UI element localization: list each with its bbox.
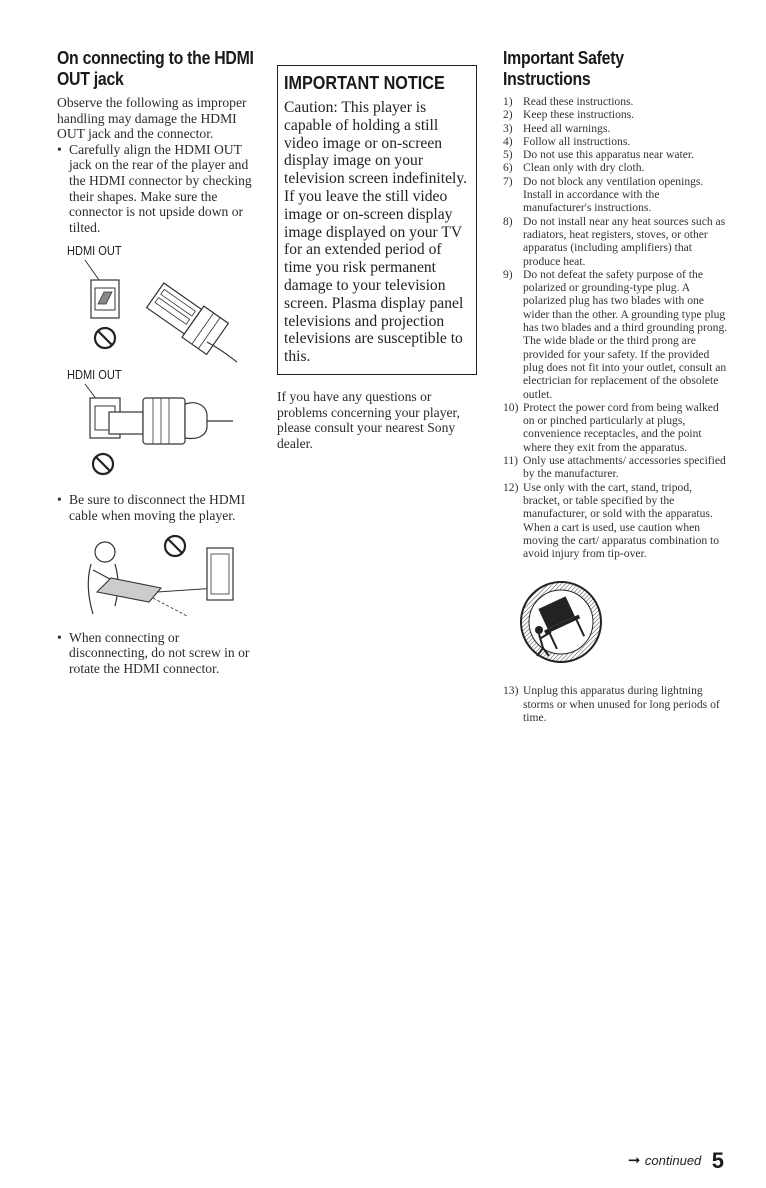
continued-label: continued bbox=[644, 1153, 702, 1168]
safety-item: 7) Do not block any ventilation openings. Install in accordance with the manufacturer's instructions. bbox=[503, 174, 704, 215]
left-column bbox=[57, 48, 257, 676]
safety-item: 10) Protect the power cord from being walked on or pinched particularly at plugs, convenience receptacles, and the point where they exit from the apparatus. bbox=[503, 400, 719, 454]
right-column bbox=[503, 48, 728, 724]
hdmi-bullets-3 bbox=[57, 630, 257, 677]
safety-list bbox=[503, 95, 728, 560]
hdmi-intro: Observe the following as improper handling may damage the HDMI OUT jack and the connector. bbox=[57, 95, 247, 142]
page-number: 5 bbox=[711, 1148, 724, 1173]
safety-item: 12) Use only with the cart, stand, tripod, bracket, or table specified by the manufacturer, or sold with the apparatus. When a cart is used, use caution when moving the cart/ apparatus combination to avoid injury from tip-over. bbox=[503, 480, 720, 561]
safety-heading: Important Safety Instructions bbox=[503, 48, 624, 89]
hdmi-bullet-align: • Carefully align the HDMI OUT jack on the rear of the player and the HDMI connector by checking their shapes. Make sure the connector is not upside down or tilted. bbox=[57, 142, 257, 236]
notice-body: Caution: This player is capable of holding a still video image or on-screen display image on your television screen indefinitely. If you leave the still video image or on-screen display image displayed on your TV for an extended period of time you risk permanent damage to your television screen. Plasma display panel televisions and projection televisions are susceptible to this. bbox=[284, 99, 468, 366]
hdmi-out-label-2: HDMI OUT bbox=[67, 367, 122, 383]
safety-item: 4) Follow all instructions. bbox=[503, 134, 631, 148]
notice-title: IMPORTANT NOTICE bbox=[284, 73, 445, 93]
dealer-contact-text: If you have any questions or problems concerning your player, please consult your nearest Sony dealer. bbox=[277, 388, 460, 451]
safety-item: 2) Keep these instructions. bbox=[503, 108, 635, 122]
hdmi-figure-2 bbox=[57, 367, 257, 482]
safety-list-continued bbox=[503, 684, 728, 724]
cart-tip-over-warning-icon bbox=[503, 574, 728, 670]
safety-item: 9) Do not defeat the safety purpose of the polarized or grounding-type plug. A polarized plug has two blades with one wider than the other. A grounding type plug has two blades and a third grounding prong. The wide blade or the third prong are provided for your safety. If the provided plug does not fit into your outlet, consult an electrician for replacement of the obsolete outlet. bbox=[503, 267, 728, 401]
safety-item: 3) Heed all warnings. bbox=[503, 121, 611, 135]
hdmi-heading: On connecting to the HDMI OUT jack bbox=[57, 48, 254, 89]
hdmi-figure-1 bbox=[57, 243, 257, 363]
safety-item: 11) Only use attachments/ accessories specified by the manufacturer. bbox=[503, 454, 726, 481]
hdmi-bullets-2 bbox=[57, 492, 257, 523]
safety-item: 5) Do not use this apparatus near water. bbox=[503, 148, 694, 162]
hdmi-bullets-1 bbox=[57, 142, 257, 236]
safety-item: 1) Read these instructions. bbox=[503, 95, 634, 108]
hdmi-bullet-rotate: • When connecting or disconnecting, do not screw in or rotate the HDMI connector. bbox=[57, 630, 257, 677]
middle-column bbox=[277, 65, 477, 451]
continued-arrow-icon: ➞ bbox=[627, 1152, 641, 1169]
hdmi-upside-down-connector-illustration bbox=[57, 382, 257, 482]
safety-item: 13) Unplug this apparatus during lightning storms or when unused for long periods of time. bbox=[503, 684, 720, 724]
safety-item: 8) Do not install near any heat sources such as radiators, heat registers, stoves, or other apparatus (including amplifiers) that produce heat. bbox=[503, 214, 726, 268]
important-notice-box bbox=[277, 65, 477, 375]
hdmi-bullet-disconnect: • Be sure to disconnect the HDMI cable when moving the player. bbox=[57, 492, 257, 523]
hdmi-angled-connector-illustration bbox=[57, 258, 257, 363]
moving-player-illustration bbox=[57, 530, 257, 620]
safety-item: 6) Clean only with dry cloth. bbox=[503, 161, 645, 175]
page-footer bbox=[628, 1148, 724, 1174]
hdmi-out-label-1: HDMI OUT bbox=[67, 243, 122, 259]
